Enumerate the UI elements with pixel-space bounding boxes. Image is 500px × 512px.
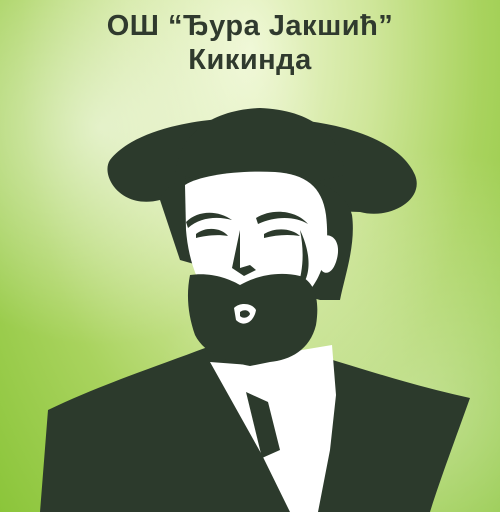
school-name-title: ОШ “Ђура Јакшић” bbox=[106, 10, 394, 42]
city-title: Кикинда bbox=[188, 44, 312, 76]
